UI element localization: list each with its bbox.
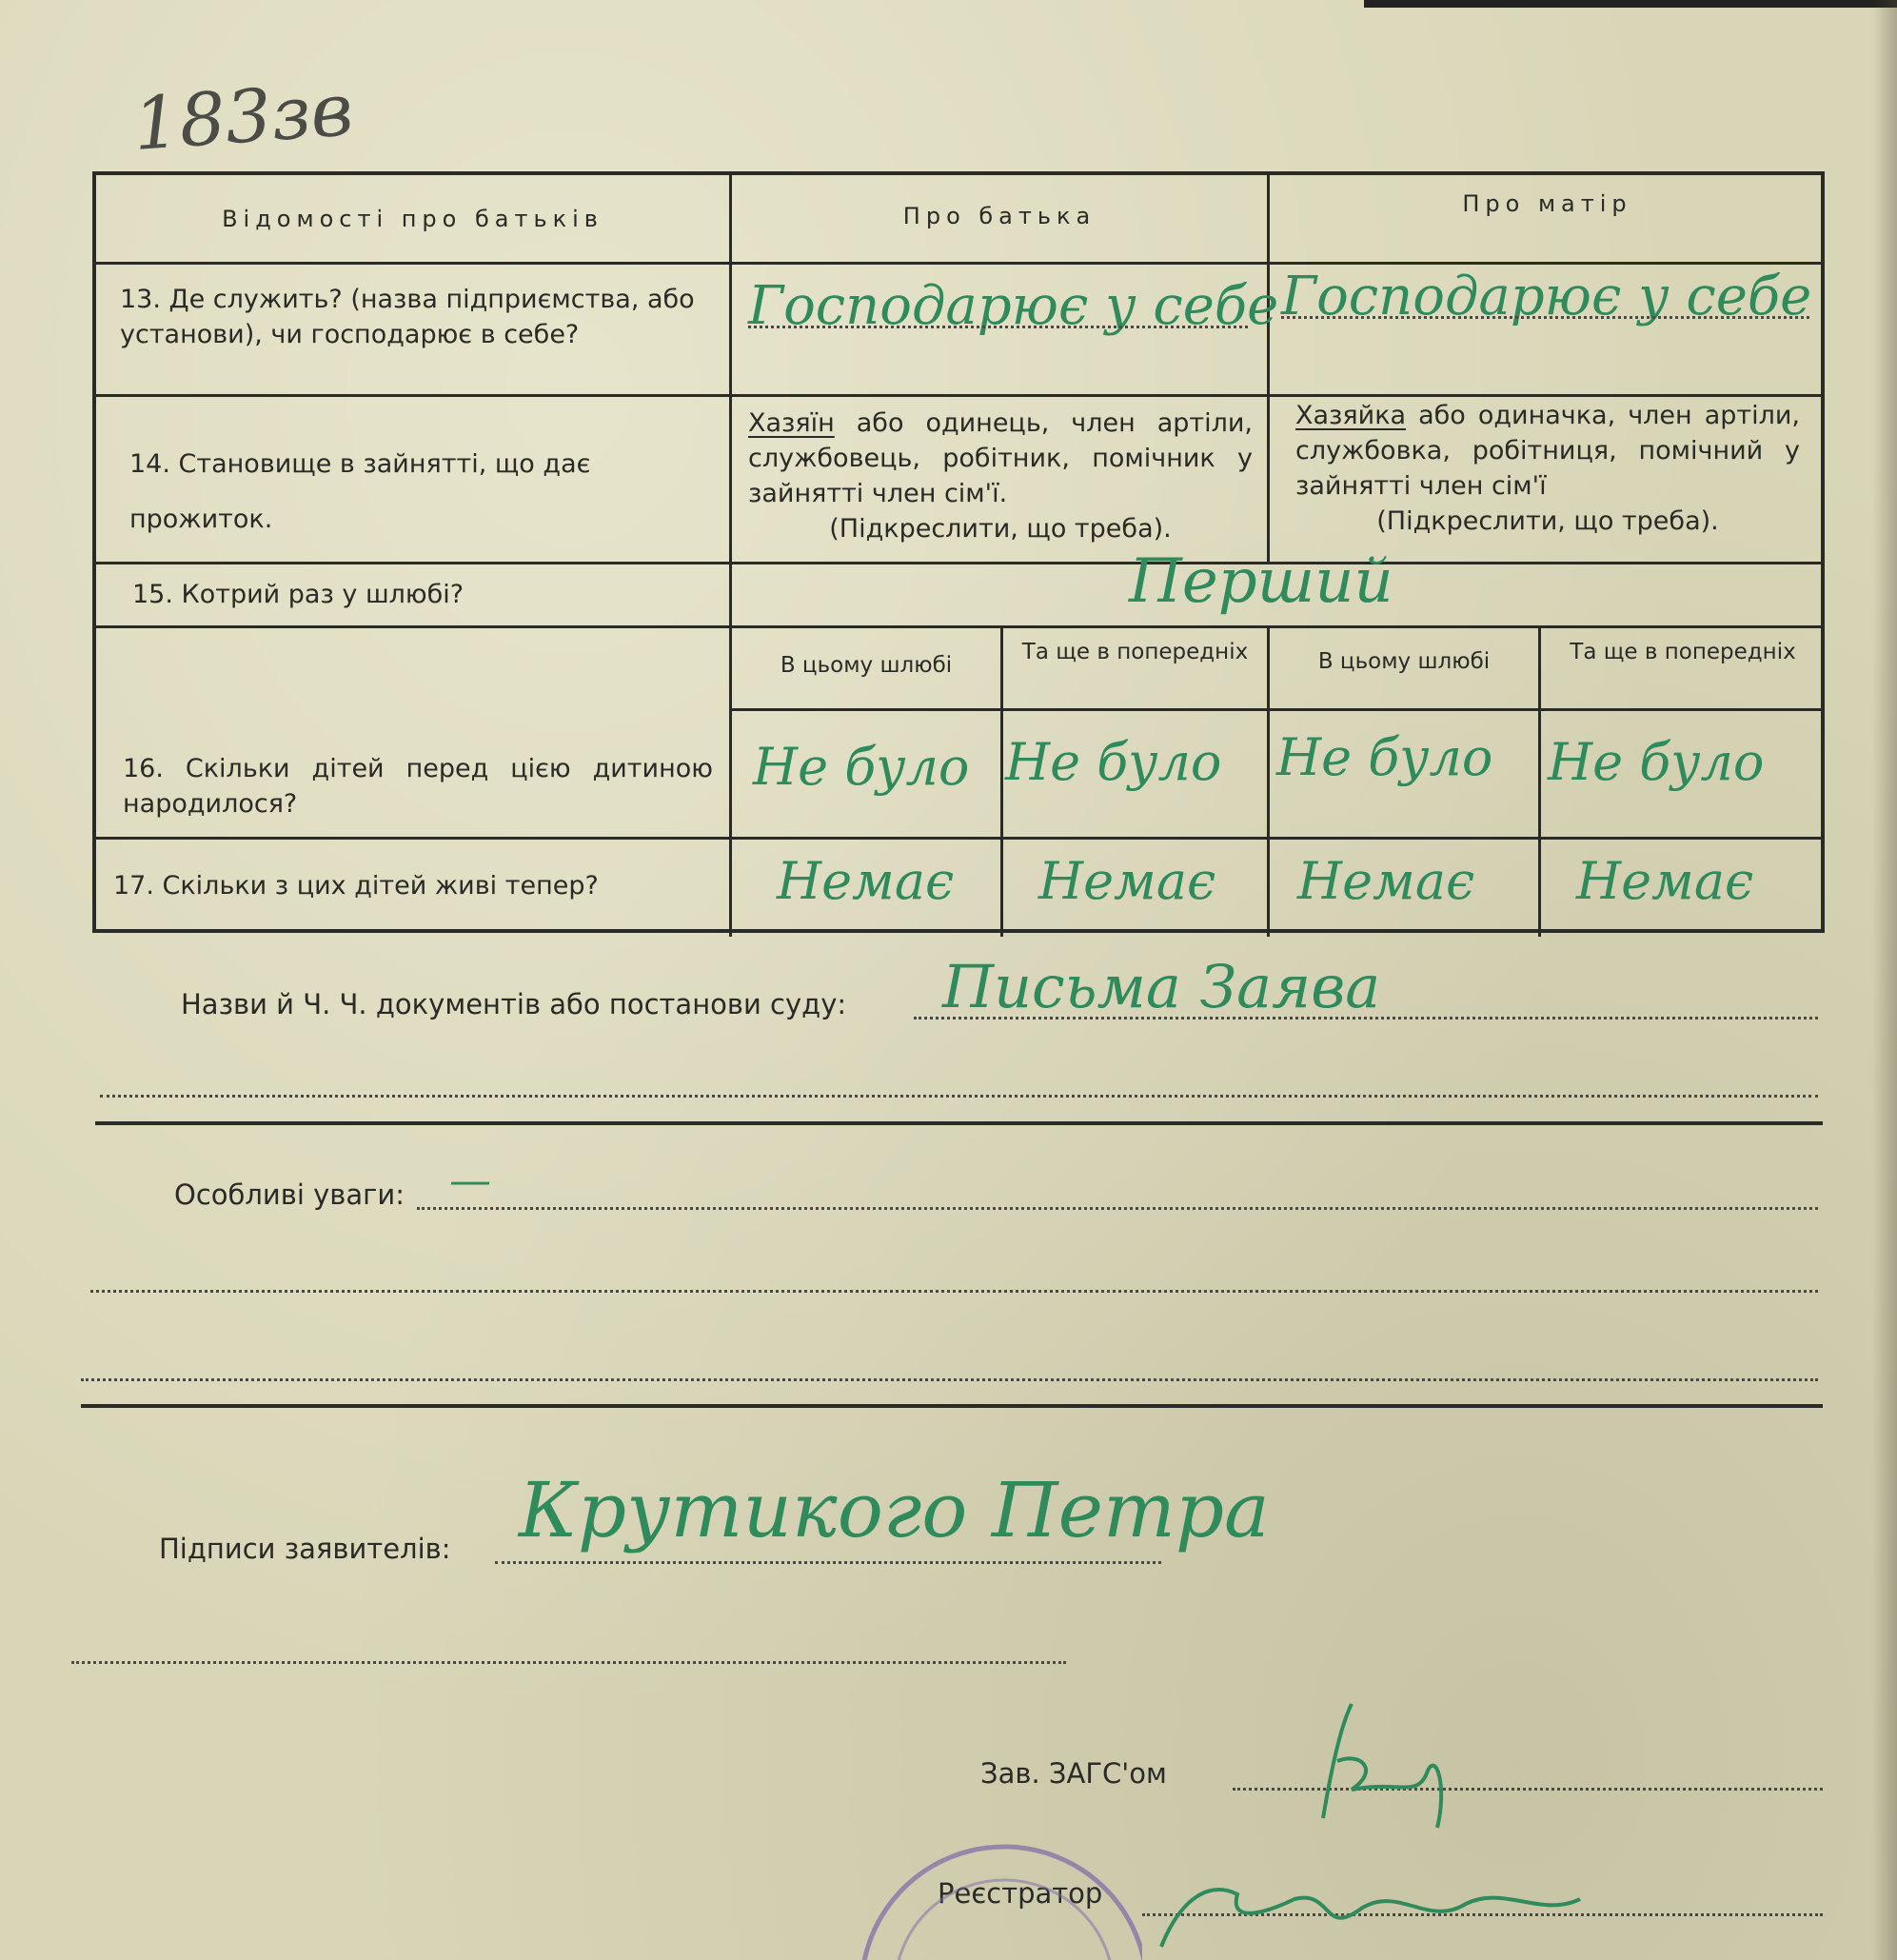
row16-subheader-4: Та ще в попередніх: [1570, 640, 1796, 664]
row16-subheader-2: Та ще в попередніх: [1021, 640, 1249, 664]
documents-value: Письма Заява: [942, 952, 1381, 1021]
row14-mother-options: Хазяйка або одиначка, член артіли, службовка, робітниця, помічний у зайнятті член сім'ї (Підкреслити, що треба).: [1295, 401, 1800, 536]
row13-mother-value: Господарює у себе: [1281, 266, 1812, 327]
page-edge: [1872, 0, 1897, 1960]
row16-value-4: Не було: [1548, 732, 1765, 792]
registrar-signature-icon: [1142, 1842, 1599, 1960]
row17-value-3: Немає: [1297, 851, 1475, 911]
row14-father-options: Хазяїн або одинець, член артіли, службовець, робітник, помічник у зайнятті член сім'ї. (Підкреслити, що треба).: [748, 408, 1253, 544]
header-mother: Про матір: [1462, 190, 1632, 217]
row16-value-3: Не було: [1276, 727, 1493, 787]
row16-value-1: Не було: [753, 737, 970, 797]
header-parents-info: Відомості про батьків: [222, 206, 603, 232]
row16-subheader-1: В цьому шлюбі: [780, 653, 953, 678]
row17-value-4: Немає: [1576, 851, 1754, 911]
applicants-signature: Крутикого Петра: [519, 1466, 1270, 1554]
row16-subheader-3: В цьому шлюбі: [1317, 649, 1491, 674]
row13-label: 13. Де служить? (назва підприємства, або установи), чи господарює в себе?: [120, 285, 695, 349]
row17-label: 17. Скільки з цих дітей живі тепер?: [113, 871, 599, 901]
mother-selected-option: Хазяйка: [1295, 401, 1407, 430]
applicants-signatures-label: Підписи заявителів:: [159, 1533, 451, 1565]
scan-edge-shadow: [1364, 0, 1897, 8]
documents-label: Назви й Ч. Ч. документів або постанови суду:: [181, 988, 847, 1020]
head-label: Зав. ЗАГС'ом: [980, 1757, 1167, 1790]
row16-value-2: Не було: [1005, 732, 1222, 792]
row17-value-2: Немає: [1038, 851, 1216, 911]
father-selected-option: Хазяїн: [748, 408, 835, 438]
parents-info-table: [92, 171, 1825, 933]
row16-label: 16. Скільки дітей перед цією дитиною народилося?: [123, 754, 713, 819]
header-father: Про батька: [902, 203, 1097, 229]
remarks-value: —: [449, 1157, 491, 1205]
row15-label: 15. Котрий раз у шлюбі?: [132, 580, 464, 609]
page-number: 183зв: [130, 67, 356, 167]
stamp-icon: [838, 1832, 1142, 1960]
head-signature-icon: [1294, 1685, 1485, 1847]
registrar-label: Реєстратор: [938, 1877, 1103, 1910]
remarks-label: Особливі уваги:: [174, 1178, 405, 1211]
row15-value: Перший: [1129, 546, 1393, 617]
row14-label: 14. Становище в зайнятті, що дає прожиток.: [129, 449, 591, 534]
row13-father-value: Господарює у себе: [748, 275, 1279, 337]
row17-value-1: Немає: [777, 851, 955, 911]
